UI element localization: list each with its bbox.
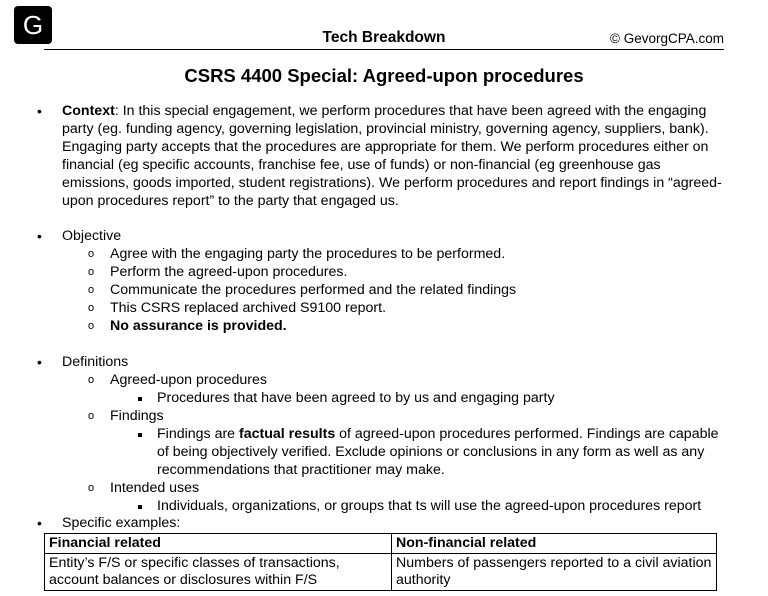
bullet-icon: • xyxy=(37,228,42,244)
definition-term: Agreed-upon procedures xyxy=(110,372,267,388)
circle-bullet-icon: o xyxy=(88,266,95,278)
context-text: : In this special engagement, we perform procedures that have been agreed with the engaging party (eg. funding agency, governing legislation, provincial ministry, governing agency, suppliers, bank). Engaging party accepts that the procedures are appropriate for them. We perform procedures either on financial (eg specific accounts, franchise fee, use of funds) or non-financial (eg greenhouse gas emissions, goods imported, student registrations). We perform procedures and report findings in “agreed-upon procedures report” to the party that engaged us. xyxy=(62,103,722,209)
square-bullet-icon xyxy=(138,433,142,437)
table-row xyxy=(45,554,717,591)
table-header-cell: Non-financial related xyxy=(392,534,717,554)
header-divider xyxy=(44,49,724,50)
page-title: CSRS 4400 Special: Agreed-upon procedures xyxy=(184,65,584,86)
definition-term: Intended uses xyxy=(110,480,200,496)
table-cell: Entity’s F/S or specific classes of transactions, account balances or disclosures within F/S xyxy=(45,554,392,591)
objective-item: No assurance is provided. xyxy=(110,318,287,334)
table-cell: Numbers of passengers reported to a civil aviation authority xyxy=(392,554,717,591)
circle-bullet-icon: o xyxy=(88,284,95,296)
circle-bullet-icon: o xyxy=(88,374,95,386)
definitions-label: Definitions xyxy=(62,354,129,370)
logo-letter: G xyxy=(22,10,44,40)
examples-label: Specific examples: xyxy=(62,515,181,531)
definition-detail-emphasis: factual results xyxy=(239,426,336,442)
definition-detail xyxy=(157,425,729,479)
objective-item: Perform the agreed-upon procedures. xyxy=(110,264,348,280)
circle-bullet-icon: o xyxy=(88,302,95,314)
circle-bullet-icon: o xyxy=(88,410,95,422)
table-header-cell: Financial related xyxy=(45,534,392,554)
definition-detail: Procedures that have been agreed to by us and engaging party xyxy=(157,390,555,406)
circle-bullet-icon: o xyxy=(88,320,95,332)
circle-bullet-icon: o xyxy=(88,482,95,494)
header-title: Tech Breakdown xyxy=(322,29,446,46)
square-bullet-icon xyxy=(138,505,142,509)
bullet-icon: • xyxy=(37,103,42,119)
context-paragraph xyxy=(62,102,730,210)
objective-item: This CSRS replaced archived S9100 report. xyxy=(110,300,387,316)
objective-item: Agree with the engaging party the procedures to be performed. xyxy=(110,246,506,262)
bullet-icon: • xyxy=(37,354,42,370)
definition-detail-text: of agreed-upon procedures performed. Findings are capable of being objectively verified. Exclude opinions or conclusions in any form as well as any recommendations that practitioner may make. xyxy=(157,426,719,478)
examples-table xyxy=(44,533,717,591)
definition-detail-text: Findings are xyxy=(157,426,240,442)
context-label: Context xyxy=(62,103,115,119)
table-header-row xyxy=(45,534,717,554)
definition-detail: Individuals, organizations, or groups that ts will use the agreed-upon procedures report xyxy=(157,498,702,514)
square-bullet-icon xyxy=(138,397,142,401)
header-copyright: © GevorgCPA.com xyxy=(610,31,724,46)
objective-item: Communicate the procedures performed and the related findings xyxy=(110,282,517,298)
definition-term: Findings xyxy=(110,408,164,424)
objective-label: Objective xyxy=(62,228,122,244)
bullet-icon: • xyxy=(37,515,42,531)
circle-bullet-icon: o xyxy=(88,248,95,260)
